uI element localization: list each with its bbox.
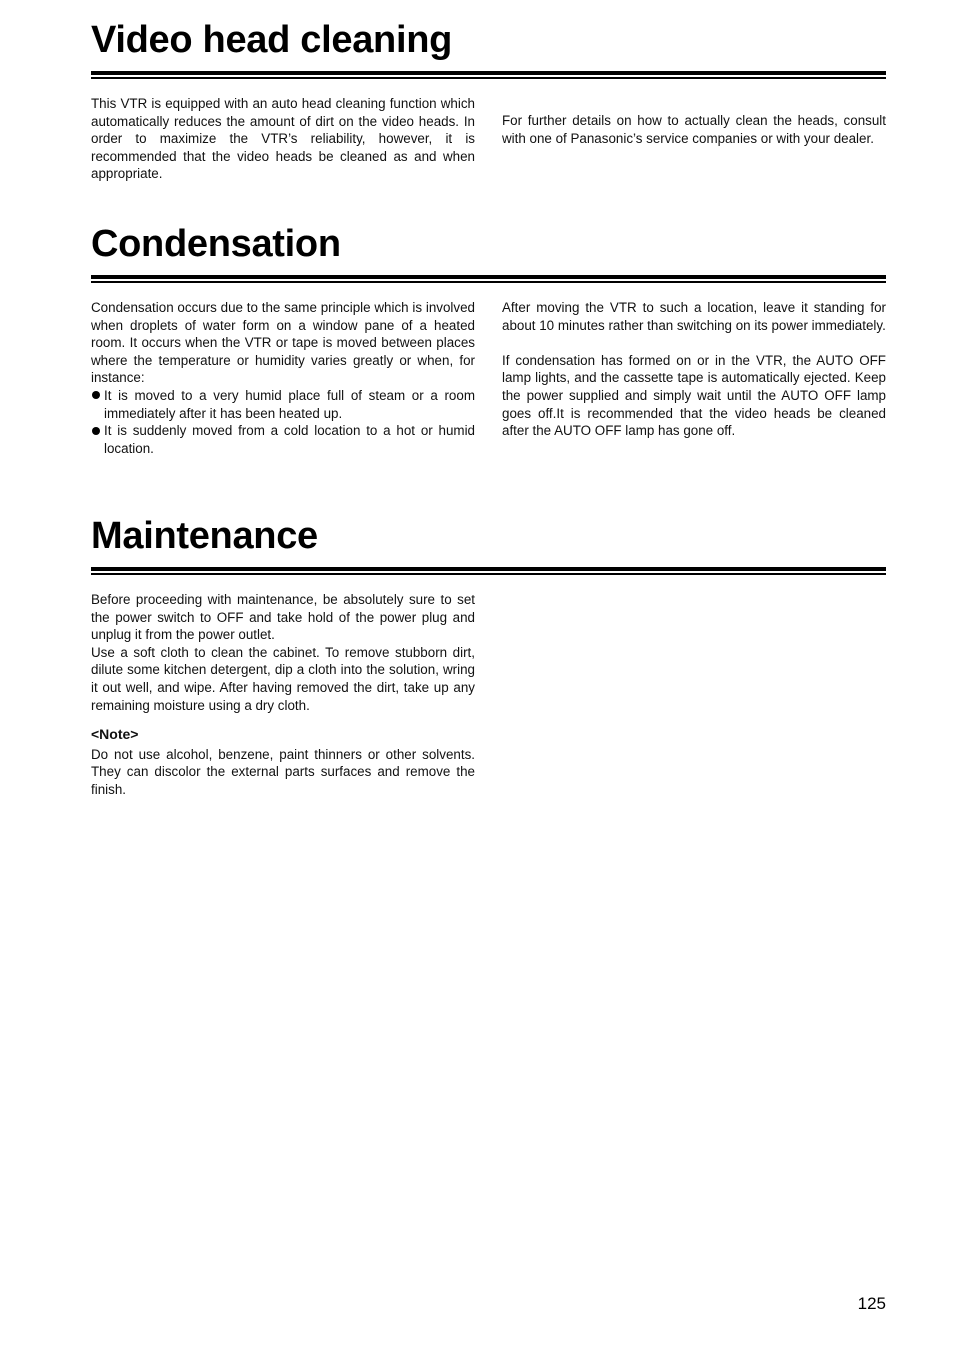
list-item-text: It is moved to a very humid place full of steam or a room immediately after it has been heated up. xyxy=(104,387,475,421)
right-column xyxy=(502,112,886,147)
paragraph: For further details on how to actually clean the heads, consult with one of Panasonic’s service companies or with your dealer. xyxy=(502,113,886,146)
paragraph: If condensation has formed on or in the VTR, the AUTO OFF lamp lights, and the cassette tape is automatically ejected. Keep the power supplied and simply wait until the AUTO OFF lamp goes off.It is recommended that the video heads be cleaned after the AUTO OFF lamp has gone off. xyxy=(502,352,886,439)
page-number: 125 xyxy=(857,1294,886,1313)
section-title: Maintenance xyxy=(91,515,318,557)
section-video-head-cleaning xyxy=(91,18,886,182)
left-column xyxy=(91,95,475,183)
list-item xyxy=(91,387,475,422)
left-column xyxy=(91,299,475,457)
list-item-text: It is suddenly moved from a cold location to a hot or humid location. xyxy=(104,423,475,456)
section-maintenance xyxy=(91,514,886,797)
paragraph: Before proceeding with maintenance, be absolutely sure to set the power switch to OFF and take hold of the power plug and unplug it from the power outlet. xyxy=(91,592,475,643)
section-divider xyxy=(91,275,886,283)
list-item xyxy=(91,422,475,457)
bullet-list xyxy=(91,387,475,457)
section-condensation xyxy=(91,222,886,456)
section-divider xyxy=(91,567,886,575)
right-column xyxy=(502,299,886,440)
bullet-icon xyxy=(92,427,100,435)
paragraph: This VTR is equipped with an auto head cleaning function which automatically reduces the amount of dirt on the video heads. In order to maximize the VTR’s reliability, however, it is recommended that the video heads be cleaned as and when appropriate. xyxy=(91,96,475,182)
paragraph: After moving the VTR to such a location, leave it standing for about 10 minutes rather than switching on its power immediately. xyxy=(502,300,886,333)
paragraph: Use a soft cloth to clean the cabinet. To remove stubborn dirt, dilute some kitchen detergent, dip a cloth into the solution, wring it out well, and wipe. After having removed the dirt, take up any remaining moisture using a dry cloth. xyxy=(91,644,475,713)
note-heading: <Note> xyxy=(91,726,139,743)
section-divider xyxy=(91,71,886,79)
bullet-icon xyxy=(92,391,100,399)
section-title: Condensation xyxy=(91,223,341,265)
note-text: Do not use alcohol, benzene, paint thinners or other solvents. They can discolor the external parts surfaces and remove the finish. xyxy=(91,746,475,797)
left-column xyxy=(91,591,475,799)
section-title: Video head cleaning xyxy=(91,19,453,61)
paragraph: Condensation occurs due to the same principle which is involved when droplets of water form on a window pane of a heated room. It occurs when the VTR or tape is moved between places where the temperature or humidity varies greatly or when, for instance: xyxy=(91,300,475,386)
